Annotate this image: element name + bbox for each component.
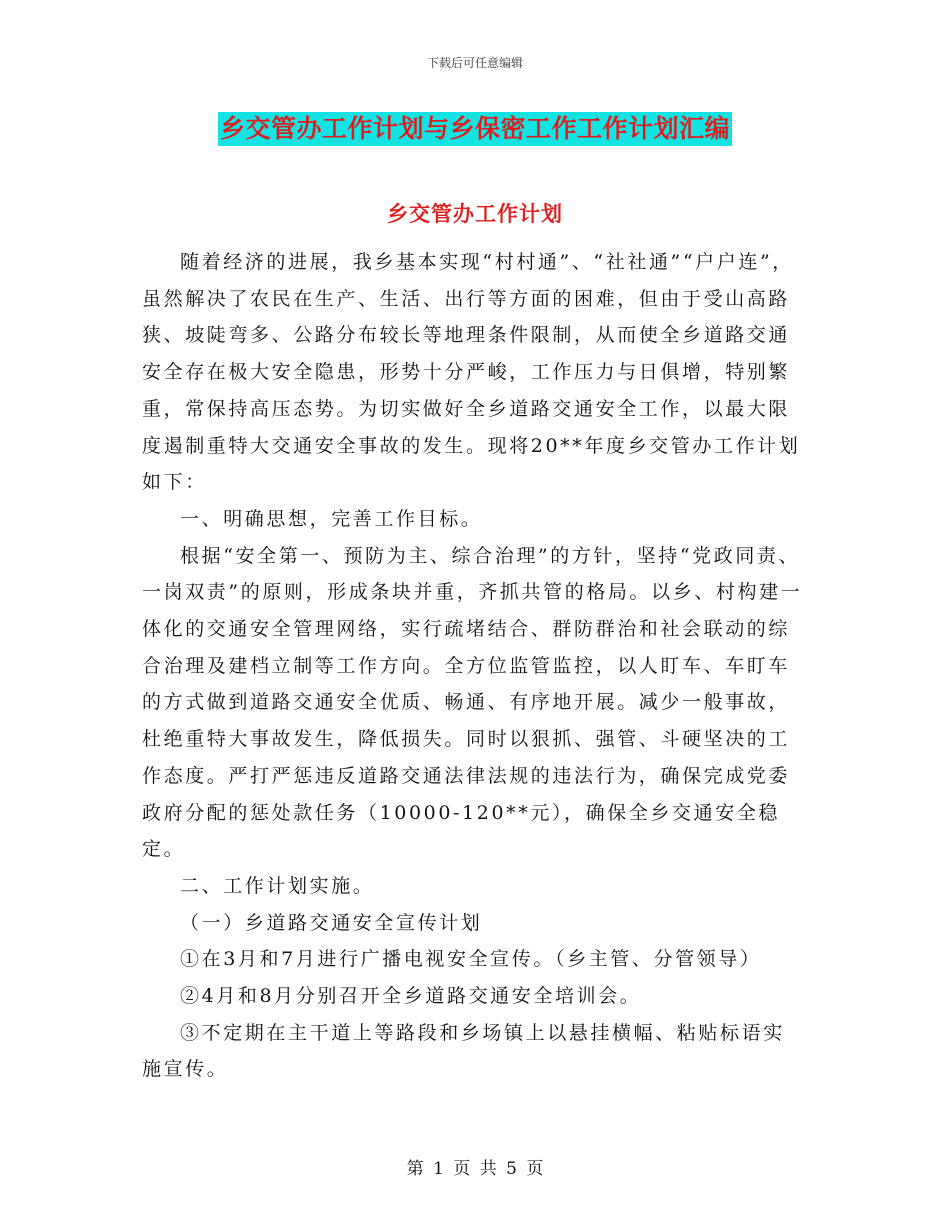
paragraph-intro: 随着经济的进展，我乡基本实现“村村通”、“社社通”“户户连”，虽然解决了农民在生产、生活、出行等方面的困难，但由于受山高路狭、坡陡弯多、公路分布较长等地理条件限制，从而使全乡道路交通安全存在极大安全隐患，形势十分严峻，工作压力与日俱增，特别繁重，常保持高压态势。为切实做好全乡道路交通安全工作，以最大限度遏制重特大交通安全事故的发生。现将20**年度乡交管办工作计划如下： (142, 251, 801, 494)
paragraph-principles: 根据“安全第一、预防为主、综合治理”的方针，坚持“党政同责、一岗双责”的原则，形成条块并重，齐抓共管的格局。以乡、村构建一体化的交通安全管理网络，实行疏堵结合、群防群治和社会联动的综合治理及建档立制等工作方向。全方位监管监控，以人盯车、车盯车的方式做到道路交通安全优质、畅通、有序地开展。减少一般事故，杜绝重特大事故发生，降低损失。同时以狠抓、强管、斗硬坚决的工作态度。严打严惩违反道路交通法律法规的违法行为，确保完成党委政府分配的惩处款任务（10000-120**元），确保全乡交通安全稳定。 (142, 544, 803, 861)
list-item-3: ③不定期在主干道上等路段和乡场镇上以悬挂横幅、粘贴标语实施宣传。 (142, 1021, 785, 1081)
page-footer: 第 1 页 共 5 页 (406, 1159, 544, 1179)
section-title: 乡交管办工作计划 (387, 201, 563, 226)
heading-two: 二、工作计划实施。 (180, 874, 375, 897)
list-item-2: ②4月和8月分别召开全乡道路交通安全培训会。 (180, 985, 642, 1008)
subheading-publicity-plan: （一）乡道路交通安全宣传计划 (180, 911, 483, 934)
document-title: 乡交管办工作计划与乡保密工作工作计划汇编 (218, 112, 732, 146)
document-title-container (0, 112, 950, 146)
header-note: 下载后可任意编辑 (426, 56, 523, 70)
heading-one: 一、明确思想，完善工作目标。 (180, 507, 483, 530)
document-body (142, 244, 806, 1088)
list-item-1: ①在3月和7月进行广播电视安全宣传。（乡主管、分管领导） (180, 948, 762, 971)
